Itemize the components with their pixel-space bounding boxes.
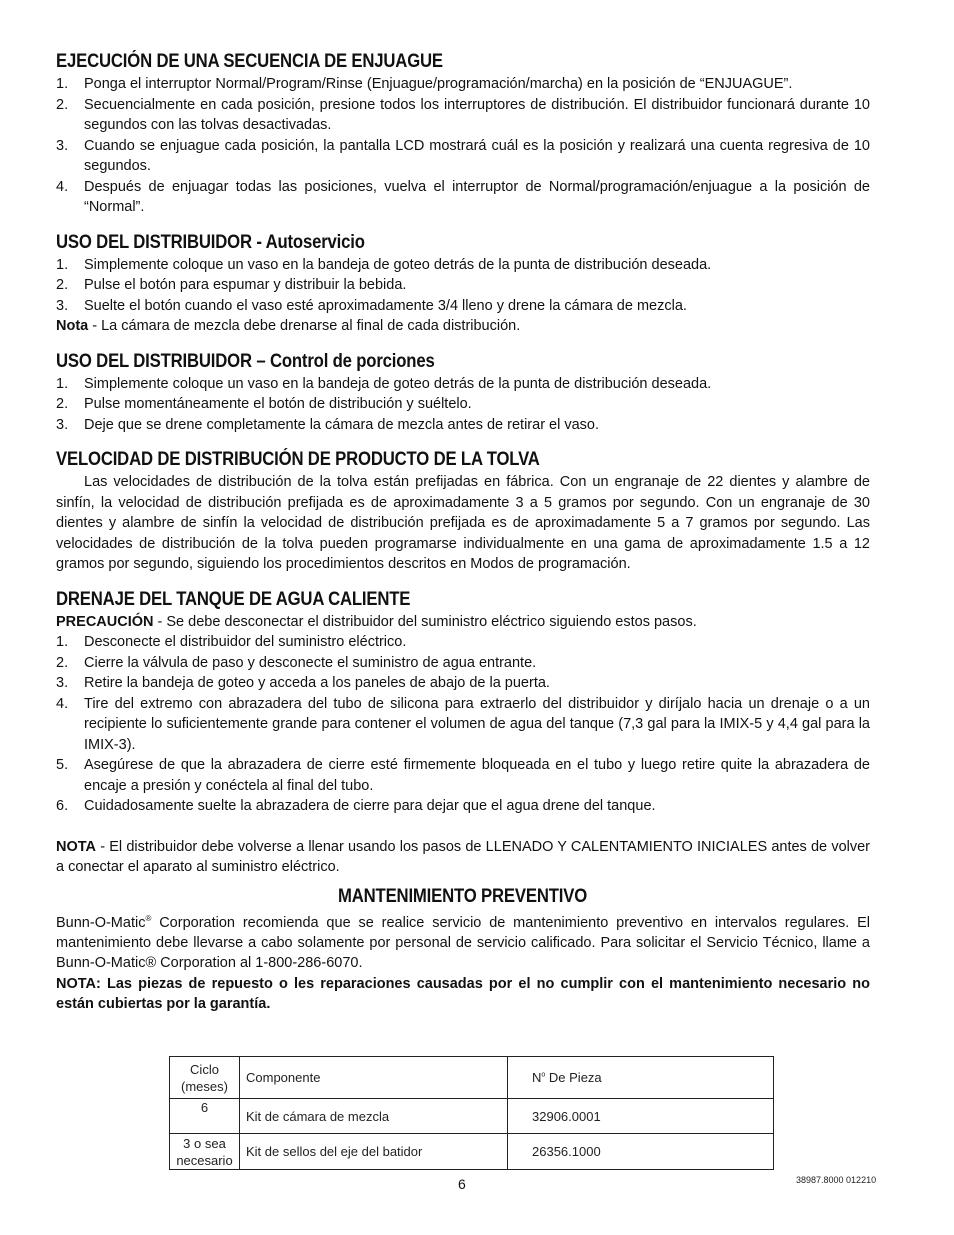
list-item: 6. Cuidadosamente suelte la abrazadera de cierre para dejar que el agua drene del tanque. [56, 798, 656, 814]
page-content [56, 50, 870, 1015]
list-item: 1. Simplemente coloque un vaso en la bandeja de goteo detrás de la punta de distribución deseada. [56, 375, 712, 392]
cell-part-number: 32906.0001 [508, 1099, 774, 1134]
table-header-row [170, 1057, 774, 1099]
tank-drain-steps-list [56, 632, 870, 817]
maintenance-title-wrap [56, 885, 870, 909]
cell-cycle: 3 o sea necesario [170, 1134, 240, 1170]
warranty-note: NOTA: Las piezas de repuesto o les reparaciones causadas por el no cumplir con el mantenimiento necesario no están cubiertas por la garantía. [56, 975, 870, 1013]
list-item: 2. Pulse el botón para espumar y distribuir la bebida. [56, 277, 407, 293]
caution-note: PRECAUCIÓN - Se debe desconectar el distribuidor del suministro eléctrico siguiendo estos pasos. [56, 613, 697, 630]
list-item: 4. Después de enjuagar todas las posiciones, vuelva el interruptor de Normal/programación/enjuague a la posición de “Normal”. [56, 178, 870, 215]
section-title-hopper-speed: VELOCIDAD DE DISTRIBUCIÓN DE PRODUCTO DE LA TOLVA [56, 449, 540, 470]
table-row [170, 1099, 774, 1134]
page-number: 6 [458, 1176, 466, 1192]
section-title-portion-control: USO DEL DISTRIBUIDOR – Control de porciones [56, 350, 435, 372]
list-item: 1. Simplemente coloque un vaso en la bandeja de goteo detrás de la punta de distribución deseada. [56, 256, 712, 273]
table-row [170, 1134, 774, 1170]
list-item: 5. Asegúrese de que la abrazadera de cierre esté firmemente bloqueada en el tubo y luego retire quite la abrazadera de encaje a presión y conéctela al final del tubo. [56, 757, 870, 794]
header-cycle: Ciclo (meses) [170, 1057, 240, 1099]
section-self-service [56, 231, 870, 337]
header-part-number: $N^o$ De Pieza [508, 1057, 774, 1099]
list-item: 2. Cierre la válvula de paso y desconecte el suministro de agua entrante. [56, 654, 537, 671]
list-item: 2. Secuencialmente en cada posición, presione todos los interruptores de distribución. El distribuidor funcionará durante 10 segundos con las tolvas desactivadas. [56, 96, 870, 133]
section-preventive-maintenance [56, 885, 870, 1015]
cell-cycle: 6 [170, 1099, 240, 1134]
section-title-self-service: USO DEL DISTRIBUIDOR - Autoservicio [56, 231, 365, 253]
list-item: 3. Cuando se enjuague cada posición, la pantalla LCD mostrará cuál es la posición y realizará una cuenta regresiva de 10 segundos. [56, 137, 870, 174]
header-component: Componente [240, 1057, 508, 1099]
hopper-speed-paragraph: Las velocidades de distribución de la tolva están prefijadas en fábrica. Con un engranaje de 22 dientes y alambre de sinfín, la velocidad de distribución prefijada es de aproximadamente 3 a 5 gramos por segundo. Con un engranaje de 30 dientes y alambre de sinfín la velocidad de distribución prefijada es de aproximadamente 5 a 7 gramos por segundo. Las velocidades de distribución de la tolva pueden programarse individualmente en una gama de aproximadamente 1.5 a 12 gramos por segundo, siguiendo los procedimientos descritos en Modos de programación. [56, 474, 870, 572]
refill-note: NOTA - El distribuidor debe volverse a llenar usando los pasos de LLENADO Y CALENTAMIENTO INICIALES antes de volver a conectar el aparato al suministro eléctrico. [56, 838, 870, 875]
cell-part-number: 26356.1000 [508, 1134, 774, 1170]
list-item: 3. Suelte el botón cuando el vaso esté aproximadamente 3/4 lleno y drene la cámara de mezcla. [56, 297, 687, 314]
rinse-steps-list [56, 74, 870, 218]
section-title-tank-drain: DRENAJE DEL TANQUE DE AGUA CALIENTE [56, 588, 411, 610]
section-tank-drain [56, 588, 870, 878]
section-rinse-sequence [56, 50, 870, 218]
cell-component: Kit de cámara de mezcla [240, 1099, 508, 1134]
section-hopper-speed [56, 448, 870, 575]
section-portion-control [56, 350, 870, 436]
section-title-rinse: EJECUCIÓN DE UNA SECUENCIA DE ENJUAGUE [56, 51, 443, 72]
list-item: 3. Deje que se drene completamente la cámara de mezcla antes de retirar el vaso. [56, 416, 600, 433]
list-item: 4. Tire del extremo con abrazadera del tubo de silicona para extraerlo del distribuidor y diríjalo hacia un drenaje o a un recipiente lo suficientemente grande para contener el volumen de agua del tanque (7,3 gal para la IMIX-5 y 4,4 gal para la IMIX-3). [56, 695, 870, 753]
document-id: 38987.8000 012210 [796, 1175, 877, 1185]
self-service-steps-list [56, 255, 870, 317]
list-item: 1. Ponga el interruptor Normal/Program/Rinse (Enjuague/programación/marcha) en la posición de “ENJUAGUE”. [56, 76, 793, 92]
list-item: 1. Desconecte el distribuidor del suministro eléctrico. [56, 634, 407, 650]
cell-component: Kit de sellos del eje del batidor [240, 1134, 508, 1170]
list-item: 3. Retire la bandeja de goteo y acceda a los paneles de abajo de la puerta. [56, 675, 550, 691]
self-service-note: Nota - La cámara de mezcla debe drenarse al final de cada distribución. [56, 318, 521, 334]
parts-table [169, 1056, 774, 1170]
maintenance-paragraph: Bunn-O-Matic® Corporation recomienda que se realice servicio de mantenimiento preventivo en intervalos regulares. El mantenimiento debe llevarse a cabo solamente por personal de servicio calificado. Para solicitar el Servicio Técnico, llame a Bunn-O-Matic® Corporation al 1-800-286-6070. [56, 913, 870, 972]
section-title-maintenance: MANTENIMIENTO PREVENTIVO [338, 885, 588, 907]
list-item: 2. Pulse momentáneamente el botón de distribución y suéltelo. [56, 396, 472, 412]
portion-control-steps-list [56, 374, 870, 436]
